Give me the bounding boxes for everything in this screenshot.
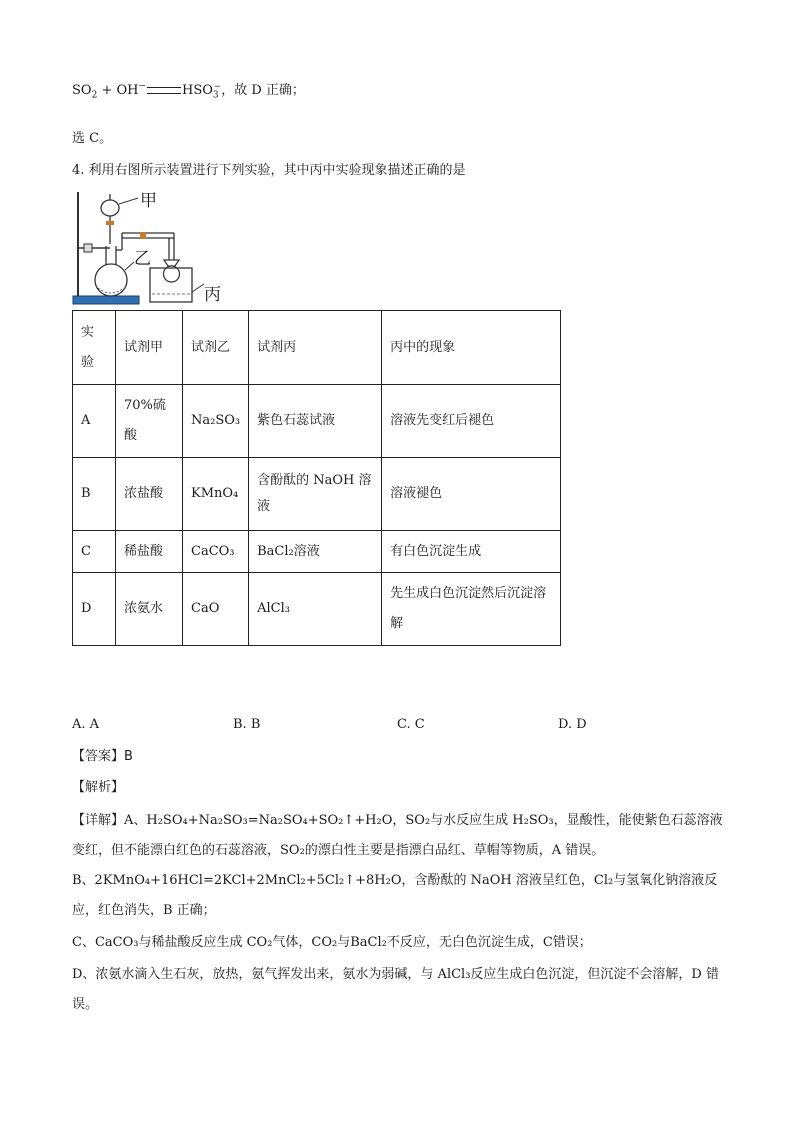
analysis-label: 【解析】 [72,780,125,795]
answer-label: 【答案】B [72,749,133,764]
option-c: C. C [397,717,425,732]
table-row [73,573,561,646]
choose-text: 选 C。 [72,131,113,146]
header-cell: 实验 [73,311,116,385]
table-header-row [73,311,561,385]
table-cell: 有白色沉淀生成 [382,531,561,573]
table-cell: CaO [183,573,249,646]
table-row [73,458,561,531]
table-cell: Na₂SO₃ [183,385,249,458]
table-cell: 稀盐酸 [116,531,183,573]
experiment-table [72,310,561,646]
table-cell: AlCl₃ [249,573,382,646]
label-bing: 丙 [204,285,221,305]
header-cell: 试剂丙 [249,311,382,385]
table-row [73,531,561,573]
table-row [73,385,561,458]
table-cell: 紫色石蕊试液 [249,385,382,458]
label-yi: 乙 [134,249,151,269]
detail-paragraph-d: D、浓氨水滴入生石灰，放热，氨气挥发出来，氨水为弱碱，与 AlCl₃反应生成白色沉淀，但沉淀不会溶解，D 错误。 [72,967,719,1012]
table-cell: A [73,385,116,458]
table-cell: KMnO₄ [183,458,249,531]
table-cell: B [73,458,116,531]
header-cell: 试剂乙 [183,311,249,385]
detail-paragraph-c: C、CaCO₃与稀盐酸反应生成 CO₂气体，CO₂与BaCl₂不反应，无白色沉淀生成，C错误； [72,935,592,950]
detail-paragraph-b: B、2KMnO₄+16HCl=2KCl+2MnCl₂+5Cl₂↑+8H₂O，含酚酞的 NaOH 溶液呈红色，Cl₂与氢氧化钠溶液反应，红色消失，B 正确； [72,873,718,918]
table-cell: 含酚酞的 NaOH 溶液 [249,458,382,531]
table-cell: CaCO₃ [183,531,249,573]
equals-sign [147,87,181,94]
option-d: D. D [558,717,587,732]
table-cell: 浓盐酸 [116,458,183,531]
equation-line: $SO_2 + OH^-$ $HSO_3^-$，故 D 正确； [72,81,305,101]
question-text: 4. 利用右图所示装置进行下列实验，其中丙中实验现象描述正确的是 [72,163,466,178]
option-a: A. A [72,717,100,732]
table-cell: 浓氨水 [116,573,183,646]
detail-paragraph-a: 【详解】A、H₂SO₄+Na₂SO₃=Na₂SO₄+SO₂↑+H₂O，SO₂与水反应生成 H₂SO₃，显酸性，能使紫色石蕊溶液变红，但不能漂白红色的石蕊溶液，SO₂的漂白性主要是指漂白品红、草帽等物质，A 错误。 [72,813,723,858]
table-cell: D [73,573,116,646]
option-b: B. B [233,717,261,732]
table-cell: 溶液褪色 [382,458,561,531]
header-cell: 试剂甲 [116,311,183,385]
table-cell: C [73,531,116,573]
table-cell: 先生成白色沉淀然后沉淀溶解 [382,573,561,646]
label-jia: 甲 [140,191,157,211]
table-cell: 70%硫酸 [116,385,183,458]
table-cell: BaCl₂溶液 [249,531,382,573]
header-cell: 丙中的现象 [382,311,561,385]
table-cell: 溶液先变红后褪色 [382,385,561,458]
lab-apparatus-figure [70,188,230,310]
